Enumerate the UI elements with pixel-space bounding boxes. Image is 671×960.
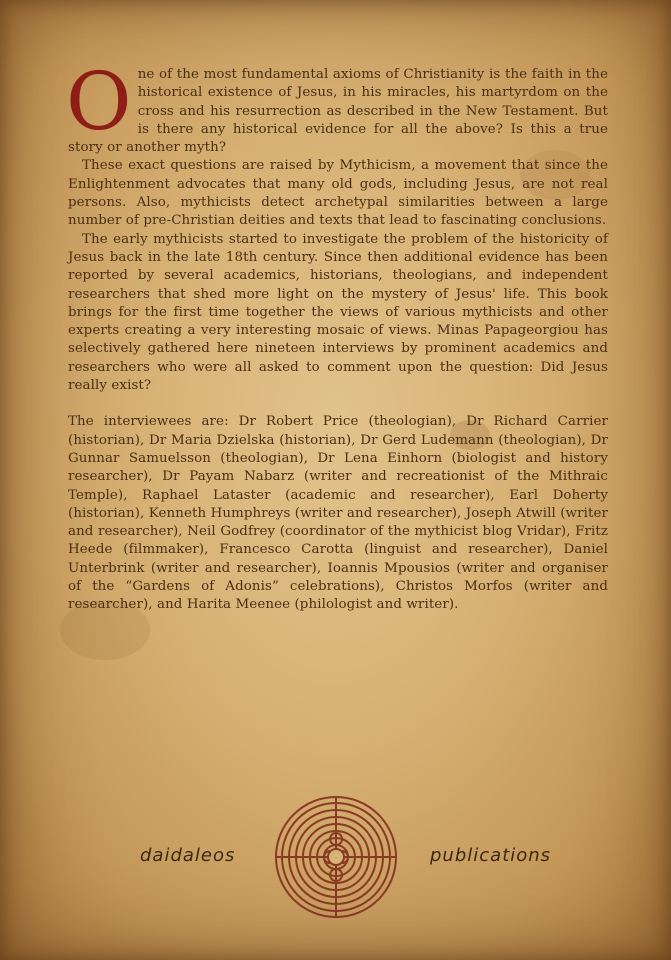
paragraph-3: The early mythicists started to investigate the problem of the historicity of Jesus back in the late 18th century. Since then additional evidence has been reported by several academics, historians, theologians, and independent researchers that shed more light on the mystery of Jesus' life. This book brings for the first time together the views of various mythicists and other experts creating a very interesting mosaic of views. Minas Papageorgiou has selectively gathered here nineteen interviews by prominent academics and researchers who were all asked to comment upon the question: Did Jesus really exist? xyxy=(68,231,608,394)
paragraph-intro xyxy=(66,55,608,157)
paragraph-1-text: ne of the most fundamental axioms of Christianity is the faith in the historical existence of Jesus, in his miracles, his martyrdom on the cross and his resurrection as described in the New Testament. But is there any historical evidence for all the above? Is this a true story or another myth? xyxy=(68,67,608,156)
drop-cap: O xyxy=(66,55,132,148)
labyrinth-icon xyxy=(274,795,398,919)
paragraph-interviewees: The interviewees are: Dr Robert Price (theologian), Dr Richard Carrier (historian), Dr Maria Dzielska (historian), Dr Gerd Ludemann (theologian), Dr Gunnar Samuelsson (theologian), Dr Lena Einhorn (biologist and history researcher), Dr Payam Nabarz (writer and recreationist of the Mithraic Temple), Raphael Lataster (academic and researcher), Earl Doherty (historian), Kenneth Humphreys (writer and researcher), Joseph Atwill (writer and researcher), Neil Godfrey (coordinator of the mythicist blog Vridar), Fritz Heede (filmmaker), Francesco Carotta (linguist and researcher), Daniel Unterbrink (writer and researcher), Ioannis Mpousios (writer and organiser of the “Gardens of Adonis” celebrations), Christos Morfos (writer and researcher), and Harita Meenee (philologist and writer). xyxy=(68,414,608,613)
publisher-name-left: daidaleos xyxy=(140,845,236,866)
paragraph-2: These exact questions are raised by Mythicism, a movement that since the Enlightenment advocates that many old gods, including Jesus, are not real persons. Also, mythicists detect archetypal similarities between a large number of pre-Christian deities and texts that lead to fascinating conclusions. xyxy=(68,158,608,229)
back-cover-text xyxy=(66,55,608,615)
publisher-name-right: publications xyxy=(430,845,552,866)
